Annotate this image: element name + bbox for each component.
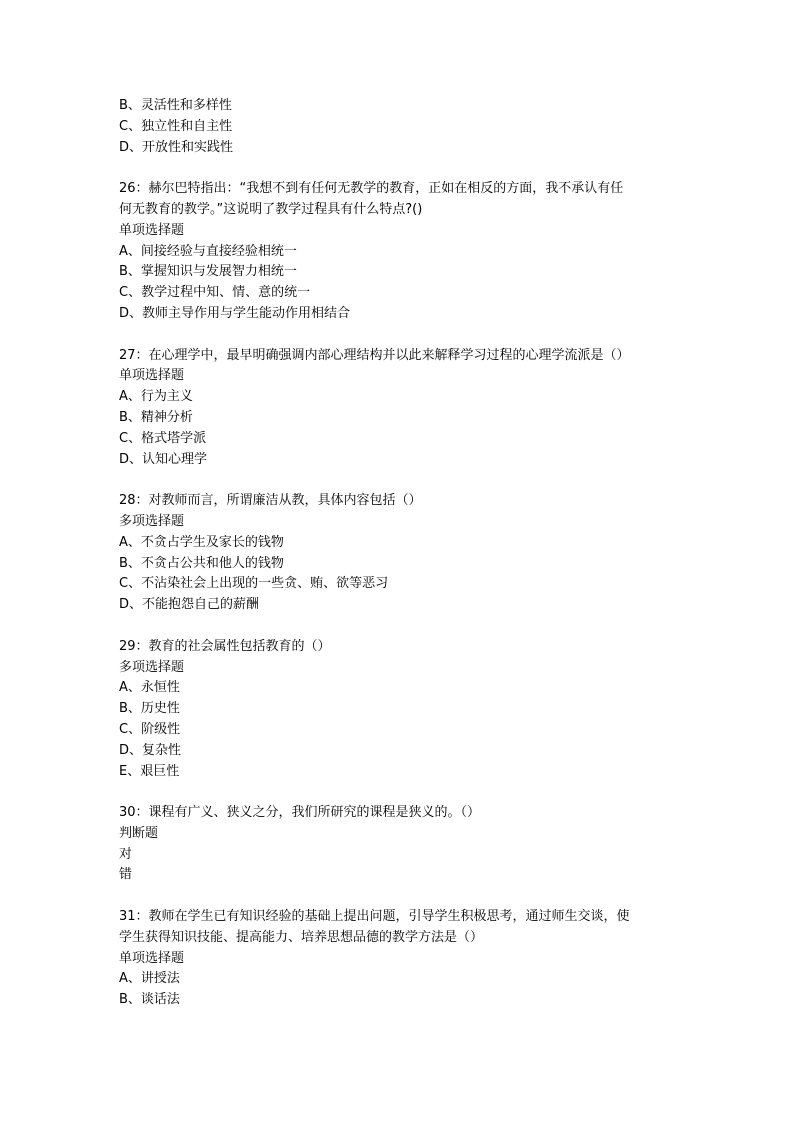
option: D、复杂性	[119, 742, 182, 758]
question-28	[119, 491, 679, 616]
spacer	[119, 158, 679, 179]
question-type: 单项选择题	[119, 368, 185, 384]
option: C、教学过程中知、情、意的统一	[119, 285, 311, 301]
question-type: 单项选择题	[119, 222, 185, 238]
option: 错	[119, 867, 133, 883]
question-stem: 28：对教师而言，所谓廉洁从教，具体内容包括（）	[119, 493, 422, 509]
option: A、行为主义	[119, 389, 193, 405]
option: A、讲授法	[119, 971, 180, 987]
option: B、掌握知识与发展智力相统一	[119, 264, 297, 280]
question-stem: 学生获得知识技能、提高能力、培养思想品德的教学方法是（）	[119, 929, 484, 945]
document-page	[119, 96, 679, 1011]
option: B、精神分析	[119, 409, 193, 425]
spacer	[119, 616, 679, 637]
question-stem: 26：赫尔巴特指出：“我想不到有任何无教学的教育，正如在相反的方面，我不承认有任	[119, 181, 624, 197]
question-29	[119, 637, 679, 783]
question-27	[119, 346, 679, 471]
option: A、永恒性	[119, 680, 180, 696]
question-type: 多项选择题	[119, 513, 185, 529]
question-type: 单项选择题	[119, 950, 185, 966]
question-stem: 27：在心理学中，最早明确强调内部心理结构并以此来解释学习过程的心理学流派是（）	[119, 347, 630, 363]
option: C、阶级性	[119, 721, 181, 737]
spacer	[119, 782, 679, 803]
spacer	[119, 325, 679, 346]
question-stem: 31：教师在学生已有知识经验的基础上提出问题，引导学生积极思考，通过师生交谈，使	[119, 909, 630, 925]
continued-options	[119, 96, 679, 158]
option: B、历史性	[119, 701, 180, 717]
option: 对	[119, 846, 133, 862]
option: D、认知心理学	[119, 451, 208, 467]
question-stem: 何无教育的教学。”这说明了教学过程具有什么特点?()	[119, 201, 423, 217]
option: C、独立性和自主性	[119, 118, 233, 134]
question-26	[119, 179, 679, 325]
question-31	[119, 907, 679, 1011]
spacer	[119, 886, 679, 907]
option: D、开放性和实践性	[119, 139, 234, 155]
option: A、不贪占学生及家长的钱物	[119, 534, 284, 550]
question-type: 多项选择题	[119, 659, 185, 675]
option: D、教师主导作用与学生能动作用相结合	[119, 305, 351, 321]
option: C、格式塔学派	[119, 430, 207, 446]
question-30	[119, 803, 679, 886]
option: C、不沾染社会上出现的一些贪、贿、欲等恶习	[119, 576, 389, 592]
question-type: 判断题	[119, 825, 159, 841]
option: A、间接经验与直接经验相统一	[119, 243, 297, 259]
option: B、谈话法	[119, 992, 180, 1008]
question-stem: 30：课程有广义、狭义之分，我们所研究的课程是狭义的。（）	[119, 805, 481, 821]
question-stem: 29：教育的社会属性包括教育的（）	[119, 638, 331, 654]
spacer	[119, 470, 679, 491]
option: D、不能抱怨自己的薪酬	[119, 597, 260, 613]
option: B、灵活性和多样性	[119, 98, 232, 113]
option: E、艰巨性	[119, 763, 180, 779]
option: B、不贪占公共和他人的钱物	[119, 555, 284, 571]
